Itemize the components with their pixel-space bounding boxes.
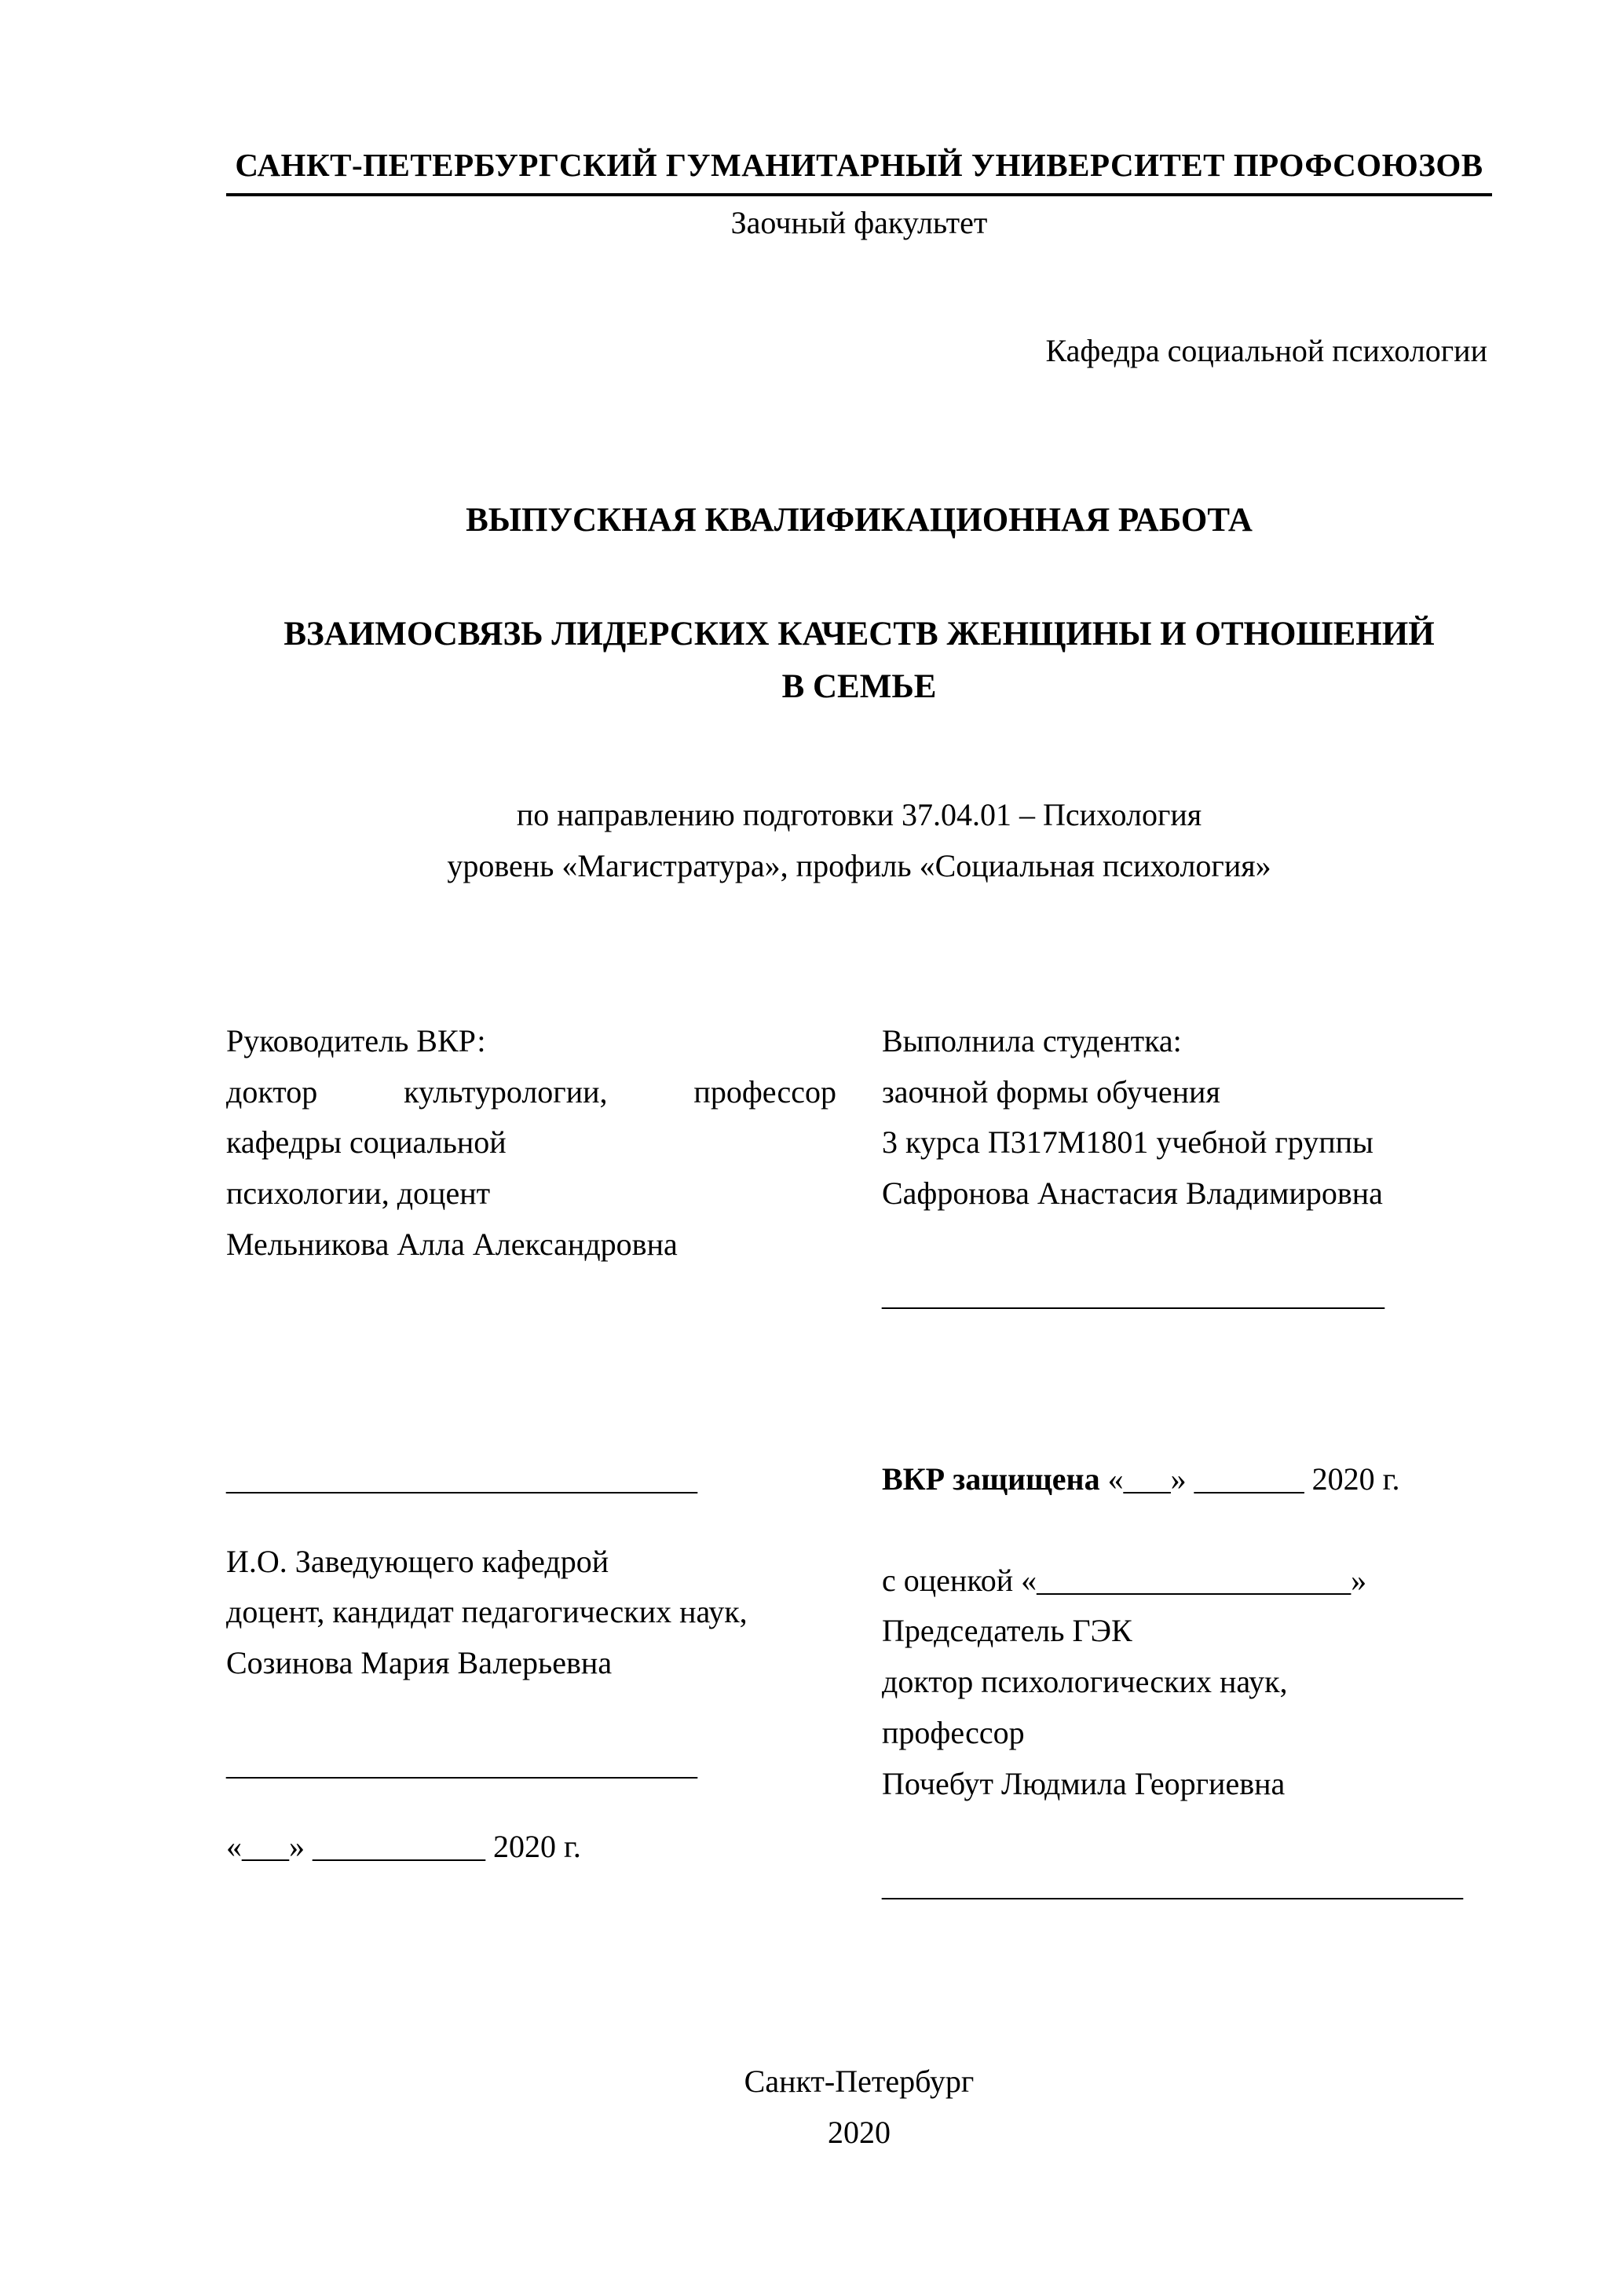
dept-head-signature-line-bottom: ______________________________ — [226, 1746, 697, 1782]
student-form-line: заочной формы обучения — [882, 1073, 1220, 1110]
supervisor-student-block — [226, 1016, 1492, 1321]
spacer — [226, 1505, 836, 1537]
supervisor-label: Руководитель ВКР: — [226, 1022, 486, 1058]
defense-column — [882, 1454, 1492, 1911]
supervisor-column — [226, 1016, 836, 1321]
program-direction: по направлению подготовки 37.04.01 – Психология — [516, 797, 1202, 833]
footer-year: 2020 — [828, 2115, 891, 2151]
work-type-title: ВЫПУСКНАЯ КВАЛИФИКАЦИОННАЯ РАБОТА — [466, 502, 1253, 539]
defense-signature-line: _____________________________________ — [882, 1866, 1463, 1903]
defense-grade-line: с оценкой «____________________» — [882, 1562, 1367, 1598]
dept-head-signature-line-top: ______________________________ — [226, 1461, 697, 1497]
defense-chair-rank: профессор — [882, 1715, 1025, 1751]
defense-status-line — [882, 1454, 1492, 1505]
defense-chair-name: Почебут Людмила Георгиевна — [882, 1765, 1286, 1801]
department-name: Кафедра социальной психологии — [1045, 333, 1487, 368]
spacer — [882, 1219, 1492, 1270]
student-label: Выполнила студентка: — [882, 1022, 1182, 1058]
spacer — [226, 1689, 836, 1739]
footer — [226, 2057, 1492, 2159]
supervisor-position-line: психологии, доцент — [226, 1175, 491, 1212]
signatures-block — [226, 1454, 1492, 1911]
program-block — [226, 790, 1492, 892]
student-signature-line: ________________________________ — [882, 1277, 1384, 1313]
student-column — [882, 1016, 1492, 1321]
university-name: САНКТ-ПЕТЕРБУРГСКИЙ ГУМАНИТАРНЫЙ УНИВЕРСИТЕТ ПРОФСОЮЗОВ — [226, 146, 1492, 196]
program-level: уровень «Магистратура», профиль «Социальная психология» — [447, 848, 1271, 884]
defense-chair-title: Председатель ГЭК — [882, 1613, 1132, 1649]
title-page — [226, 0, 1492, 2159]
student-name: Сафронова Анастасия Владимировна — [882, 1175, 1383, 1212]
spacer — [882, 1810, 1492, 1860]
defense-status-date: «___» _______ 2020 г. — [1099, 1461, 1400, 1497]
thesis-title-line1: ВЗАИМОСВЯЗЬ ЛИДЕРСКИХ КАЧЕСТВ ЖЕНЩИНЫ И ОТНОШЕНИЙ — [283, 616, 1435, 653]
supervisor-degree-line: доктор культурологии, профессор — [226, 1073, 836, 1110]
student-group-line: 3 курса П317М1801 учебной группы — [882, 1124, 1373, 1161]
footer-city: Санкт-Петербург — [744, 2064, 975, 2100]
dept-head-name: Созинова Мария Валерьевна — [226, 1645, 613, 1681]
dept-head-column — [226, 1454, 836, 1911]
defense-status-label: ВКР защищена — [882, 1461, 1100, 1497]
dept-head-title-line: И.О. Заведующего кафедрой — [226, 1543, 609, 1579]
spacer — [882, 1505, 1492, 1556]
dept-head-date-line: «___» ___________ 2020 г. — [226, 1828, 581, 1864]
supervisor-dept-line: кафедры социальной — [226, 1124, 507, 1161]
supervisor-name: Мельникова Алла Александровна — [226, 1227, 678, 1263]
defense-chair-degree: доктор психологических наук, — [882, 1664, 1288, 1700]
dept-head-degree-line: доцент, кандидат педагогических наук, — [226, 1594, 748, 1630]
faculty-name: Заочный факультет — [730, 205, 988, 240]
spacer — [226, 1790, 836, 1822]
thesis-title-line2: В СЕМЬЕ — [781, 667, 937, 705]
thesis-title — [226, 609, 1492, 713]
